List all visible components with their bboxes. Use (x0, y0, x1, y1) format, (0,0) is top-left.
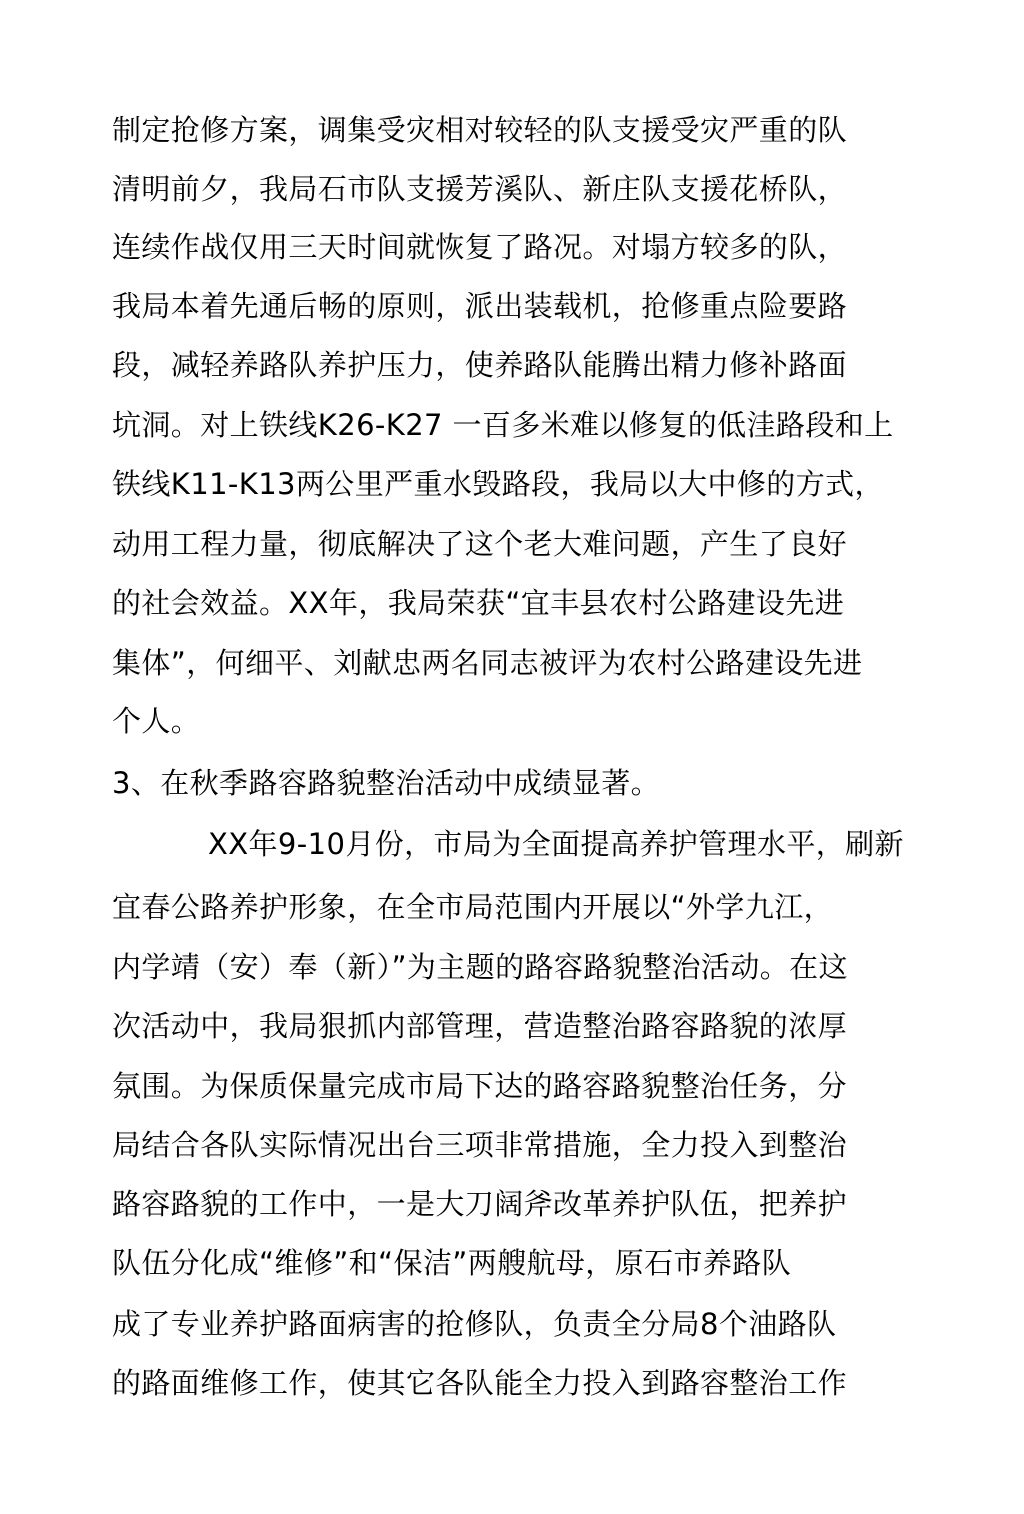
text-line-18: 局结合各队实际情况出台三项非常措施，全力投入到整治 (112, 1128, 848, 1162)
text-line-9: 的社会效益。XX年，我局荣获“宜丰县农村公路建设先进 (112, 586, 845, 620)
text-line-17: 氛围。为保质保量完成市局下达的路容路貌整治任务，分 (112, 1069, 848, 1103)
text-line-11: 个人。 (112, 704, 201, 738)
text-line-6: 坑洞。对上铁线K26-K27 一百多米难以修复的低洼路段和上 (112, 408, 894, 442)
text-line-1: 制定抢修方案，调集受灾相对较轻的队支援受灾严重的队 (112, 113, 848, 147)
text-line-19: 路容路貌的工作中，一是大刀阔斧改革养护队伍，把养护 (112, 1187, 848, 1221)
section-heading: 3、在秋季路容路貌整治活动中成绩显著。 (112, 766, 661, 800)
text-line-22: 的路面维修工作，使其它各队能全力投入到路容整治工作 (112, 1366, 848, 1400)
text-line-4: 我局本着先通后畅的原则，派出装载机，抢修重点险要路 (112, 289, 848, 323)
text-line-21: 成了专业养护路面病害的抢修队，负责全分局8个油路队 (112, 1307, 837, 1341)
text-line-10: 集体”，何细平、刘献忠两名同志被评为农村公路建设先进 (112, 646, 863, 680)
text-line-14: 宜春公路养护形象，在全市局范围内开展以“外学九江， (112, 890, 834, 924)
text-line-13: XX年9-10月份，市局为全面提高养护管理水平，刷新 (208, 827, 904, 861)
text-line-20: 队伍分化成“维修”和“保洁”两艘航母，原石市养路队 (112, 1246, 792, 1280)
text-line-7: 铁线K11-K13两公里严重水毁路段，我局以大中修的方式， (112, 467, 884, 501)
text-line-5: 段，减轻养路队养护压力，使养路队能腾出精力修补路面 (112, 348, 848, 382)
text-line-8: 动用工程力量，彻底解决了这个老大难问题，产生了良好 (112, 527, 848, 561)
text-line-2: 清明前夕，我局石市队支援芳溪队、新庄队支援花桥队， (112, 172, 848, 206)
text-line-3: 连续作战仅用三天时间就恢复了路况。对塌方较多的队， (112, 230, 848, 264)
text-line-16: 次活动中，我局狠抓内部管理，营造整治路容路貌的浓厚 (112, 1009, 848, 1043)
text-line-15: 内学靖（安）奉（新）”为主题的路容路貌整治活动。在这 (112, 950, 848, 984)
